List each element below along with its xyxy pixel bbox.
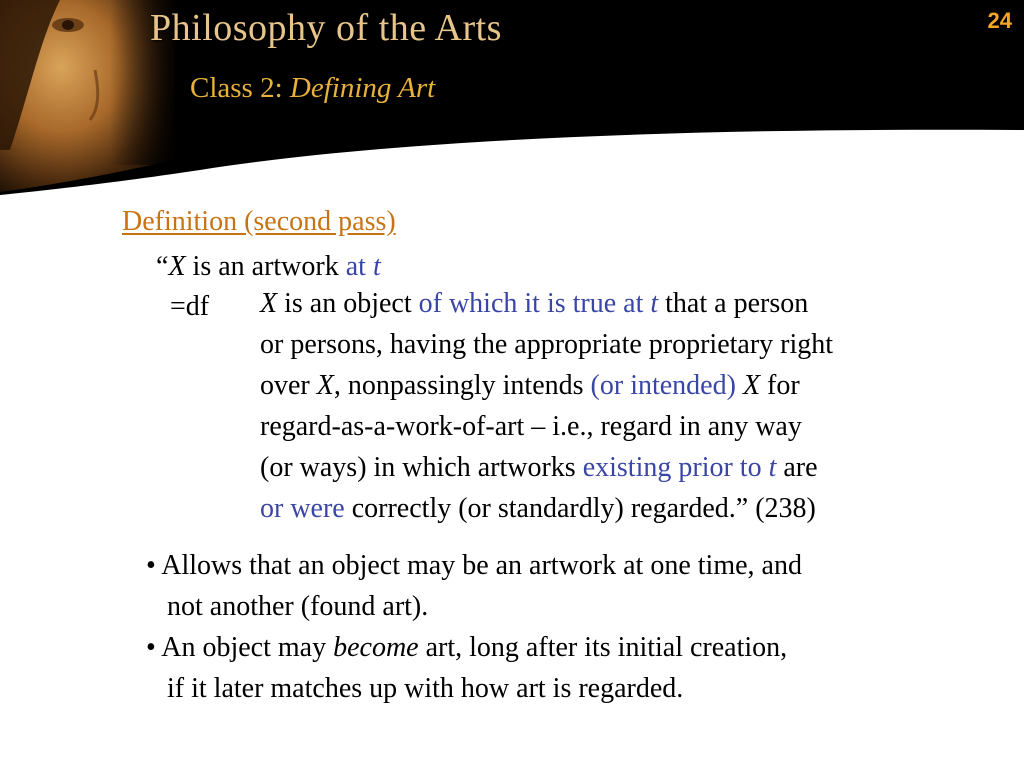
emphasis-text: become [333, 632, 419, 663]
highlight-segment: of which it is true at [418, 288, 651, 319]
text-segment: are [776, 452, 818, 483]
open-quote: “ [156, 251, 169, 282]
bullet-2-line-1 [146, 627, 787, 668]
bullet-2-line-2: if it later matches up with how art is regarded. [167, 673, 684, 704]
var-t: t [768, 452, 777, 483]
var-t: t [372, 251, 381, 282]
bullet-1-line-2: not another (found art). [167, 591, 429, 622]
text-segment: correctly (or standardly) regarded.” (238) [344, 493, 816, 524]
definiens-line-2: or persons, having the appropriate proprietary right [260, 329, 834, 360]
at-text: at [345, 251, 373, 282]
text-segment: (or ways) in which artworks [260, 452, 583, 483]
highlight-segment: existing prior to [582, 452, 769, 483]
definiens-line-4: regard-as-a-work-of-art – i.e., regard in any way [260, 411, 802, 442]
slide-header [0, 0, 1024, 195]
var-x: X [260, 288, 278, 319]
definiens-line-3 [260, 365, 800, 406]
highlight-segment: or were [260, 493, 345, 524]
text-segment [736, 370, 743, 401]
text-segment: art, long after its initial creation, [418, 632, 788, 663]
text-segment: • An object may [146, 632, 334, 663]
slide-number: 24 [987, 8, 1012, 33]
bullet-1-line-1: • Allows that an object may be an artwork at one time, and [146, 550, 802, 581]
text-segment: that a person [658, 288, 809, 319]
class-prefix: Class 2: [190, 72, 290, 104]
definiens-line-5 [260, 447, 818, 488]
text-segment: , nonpassingly intends [333, 370, 591, 401]
definiendum-line [156, 246, 381, 287]
df-label: =df [170, 291, 210, 322]
definiendum-text: is an artwork [185, 251, 346, 282]
series-title: Philosophy of the Arts [150, 7, 502, 49]
text-segment: is an object [277, 288, 419, 319]
var-t: t [650, 288, 659, 319]
section-heading: Definition (second pass) [122, 206, 396, 237]
text-segment: for [760, 370, 800, 401]
highlight-segment: (or intended) [590, 370, 736, 401]
class-topic: Defining Art [289, 72, 436, 104]
text-segment: over [260, 370, 317, 401]
var-x: X [168, 251, 186, 282]
definiens-line-1 [260, 283, 808, 324]
definiens-line-6 [260, 488, 816, 529]
var-x: X [316, 370, 334, 401]
var-x: X [742, 370, 761, 401]
class-subtitle [190, 72, 435, 105]
